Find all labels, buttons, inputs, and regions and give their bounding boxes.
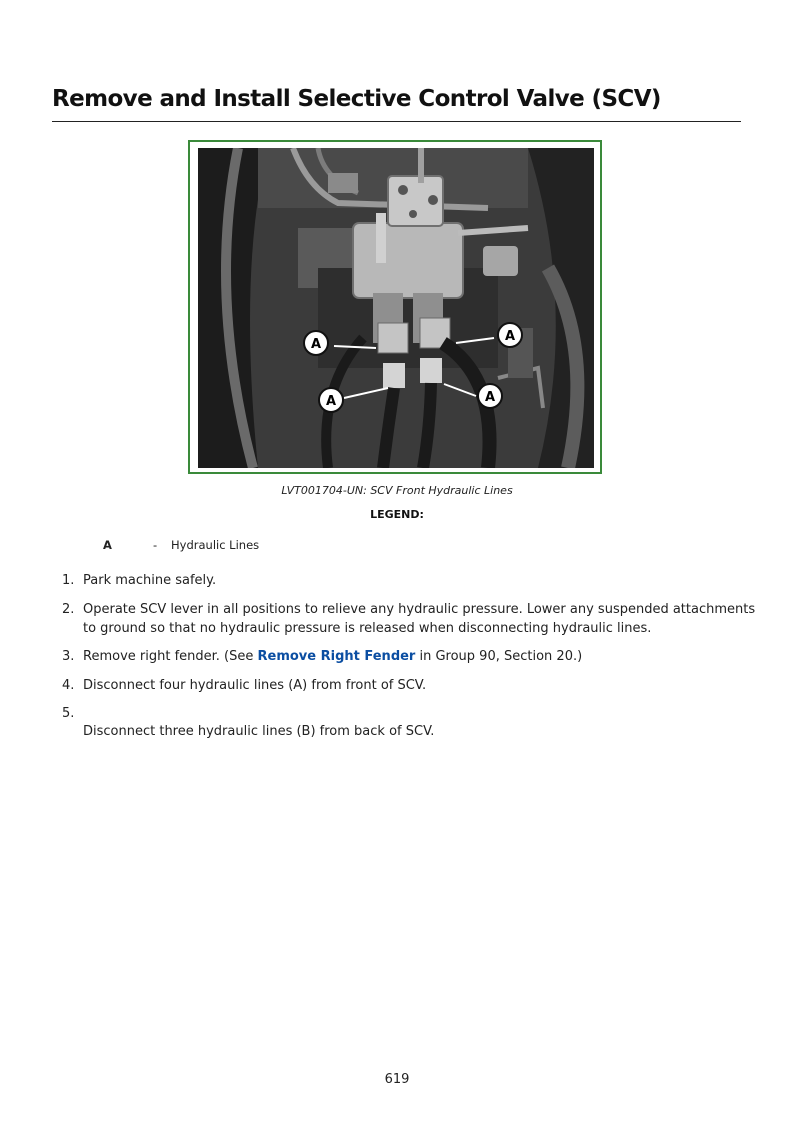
step-text-suffix: in Group 90, Section 20.) <box>415 649 583 664</box>
remove-right-fender-link[interactable]: Remove Right Fender <box>257 649 416 664</box>
figure-caption: LVT001704-UN: SCV Front Hydraulic Lines <box>281 484 513 497</box>
scv-photo <box>198 148 594 468</box>
legend-key: A <box>103 538 112 552</box>
callout-a-4 <box>478 384 502 408</box>
step-number: 1. <box>62 573 75 588</box>
callout-a-2 <box>498 323 522 347</box>
svg-text:A: A <box>325 394 337 409</box>
step-text-prefix: Remove right fender. (See <box>83 649 258 664</box>
page-number: 619 <box>384 1072 410 1087</box>
step-number: 2. <box>62 602 75 617</box>
figure-frame <box>188 140 602 474</box>
step-text <box>83 600 756 638</box>
callout-a-1 <box>304 331 328 355</box>
svg-text:A: A <box>504 329 516 344</box>
step-text <box>83 647 743 666</box>
step-number: 5. <box>62 706 75 721</box>
callout-a-3 <box>319 388 343 412</box>
step-text-line: Operate SCV lever in all positions to relieve any hydraulic pressure. Lower any suspended attachments <box>83 602 756 617</box>
step-number: 4. <box>62 678 75 693</box>
svg-text:A: A <box>310 337 322 352</box>
step-text: Disconnect four hydraulic lines (A) from front of SCV. <box>83 678 427 693</box>
svg-text:A: A <box>484 390 496 405</box>
title-divider <box>52 121 741 122</box>
step-text: Disconnect three hydraulic lines (B) from back of SCV. <box>83 724 435 739</box>
step-number: 3. <box>62 649 75 664</box>
legend-heading: LEGEND: <box>370 508 424 521</box>
legend-dash: - <box>153 538 158 552</box>
page-title: Remove and Install Selective Control Valve (SCV) <box>52 86 661 112</box>
step-text-line: to ground so that no hydraulic pressure is released when disconnecting hydraulic lines. <box>83 621 652 636</box>
step-text: Park machine safely. <box>83 573 217 588</box>
legend-description: Hydraulic Lines <box>171 538 260 552</box>
